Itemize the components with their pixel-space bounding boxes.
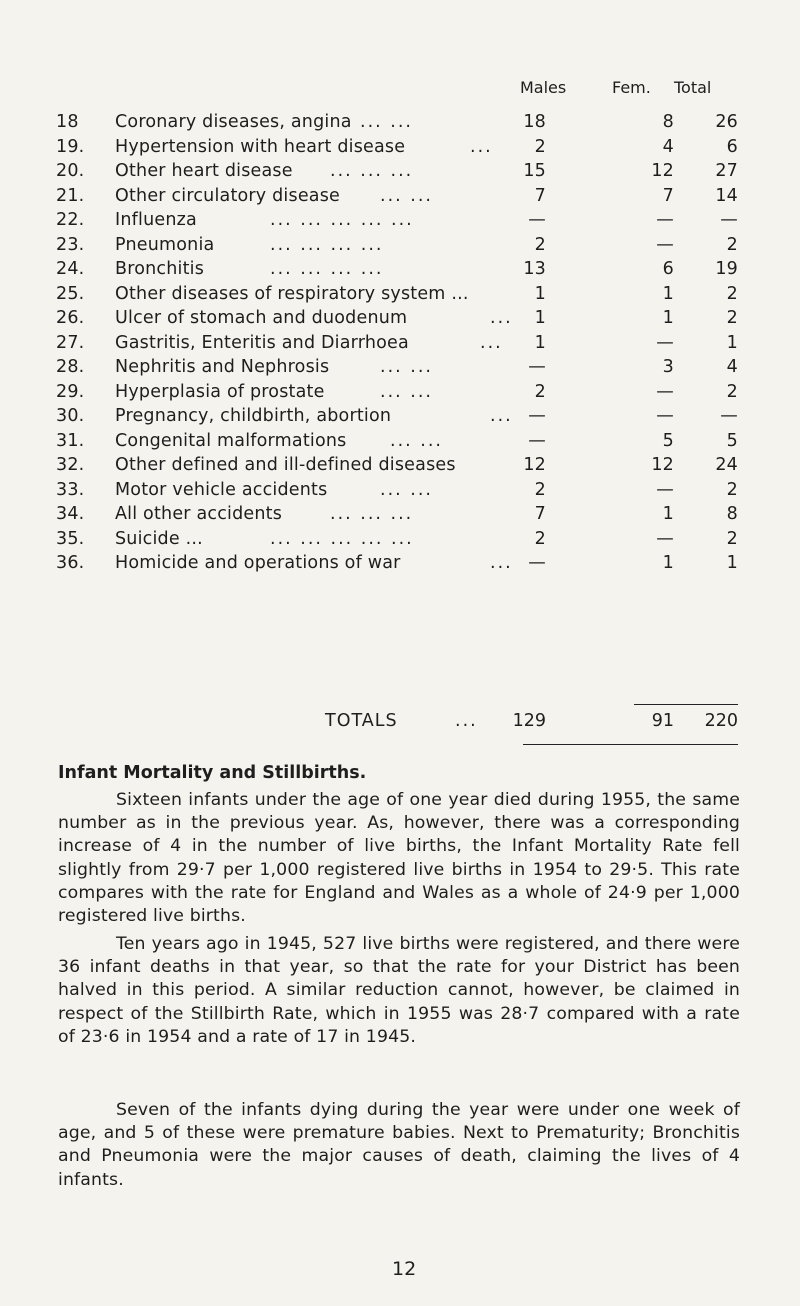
- row-leader-dots: ...: [470, 136, 493, 157]
- row-label: Homicide and operations of war: [115, 553, 401, 573]
- row-label: Other heart disease: [115, 161, 293, 181]
- row-females: —: [656, 332, 674, 353]
- row-label: Ulcer of stomach and duodenum: [115, 308, 408, 328]
- row-label: Other circulatory disease: [115, 185, 340, 206]
- row-leader-dots: ... ... ... ... ...: [270, 528, 414, 549]
- row-males: 1: [534, 308, 546, 328]
- row-leader-dots: ... ...: [380, 185, 433, 206]
- paragraph-2: Ten years ago in 1945, 527 live births were registered, and there were 36 infant deaths in that year, so that the rate for your District has been halved in this period. A similar reduction cannot, however, be claimed in respect of the Stillbirth Rate, which in 1955 was 28·7 compared with a rate of 23·6 in 1954 and a rate of 17 in 1945.: [58, 934, 740, 1047]
- table-row: [0, 380, 800, 405]
- row-males: —: [528, 553, 546, 573]
- row-males: 13: [523, 259, 546, 279]
- row-leader-dots: ...: [490, 406, 513, 426]
- totals-label: TOTALS: [325, 711, 398, 731]
- header-females: Fem.: [612, 78, 651, 97]
- row-total: 2: [726, 308, 738, 328]
- row-males: 2: [534, 234, 546, 255]
- row-number: 33.: [56, 479, 85, 500]
- row-number: 34.: [56, 504, 85, 524]
- row-total: 19: [715, 259, 738, 279]
- row-leader-dots: ... ...: [380, 357, 433, 377]
- table-row: [0, 306, 800, 331]
- row-males: 1: [534, 283, 546, 304]
- row-total: 6: [726, 136, 738, 157]
- row-label: Influenza: [115, 210, 197, 230]
- row-males: 15: [523, 161, 546, 181]
- table-row: [0, 355, 800, 380]
- row-males: —: [528, 210, 546, 230]
- row-leader-dots: ... ...: [380, 479, 433, 500]
- header-males: Males: [520, 78, 567, 97]
- row-leader-dots: ... ...: [360, 112, 413, 132]
- section-title: Infant Mortality and Stillbirths.: [58, 763, 367, 783]
- row-total: 2: [726, 479, 738, 500]
- row-males: —: [528, 357, 546, 377]
- totals-rule-bottom: [523, 744, 738, 745]
- row-number: 35.: [56, 528, 85, 549]
- row-leader-dots: ... ...: [380, 381, 433, 402]
- row-label: Hyperplasia of prostate: [115, 381, 325, 402]
- row-females: 4: [662, 136, 674, 157]
- row-label: Bronchitis: [115, 259, 205, 279]
- row-females: 5: [662, 430, 674, 451]
- table-row: [0, 110, 800, 135]
- row-total: 5: [726, 430, 738, 451]
- row-females: —: [656, 479, 674, 500]
- row-females: —: [656, 234, 674, 255]
- row-leader-dots: ...: [480, 332, 503, 353]
- row-males: 18: [523, 112, 546, 132]
- row-number: 25.: [56, 283, 85, 304]
- row-males: 2: [534, 528, 546, 549]
- row-number: 23.: [56, 234, 85, 255]
- causes-of-death-table: [0, 110, 800, 576]
- row-total: —: [720, 406, 738, 426]
- row-females: 6: [662, 259, 674, 279]
- row-females: —: [656, 210, 674, 230]
- totals-females: 91: [651, 711, 674, 731]
- row-number: 18: [56, 112, 79, 132]
- row-males: 2: [534, 136, 546, 157]
- row-label: All other accidents: [115, 504, 283, 524]
- row-label: Nephritis and Nephrosis: [115, 357, 330, 377]
- row-females: 8: [662, 112, 674, 132]
- header-total: Total: [674, 78, 712, 97]
- row-males: 2: [534, 479, 546, 500]
- row-leader-dots: ... ... ...: [330, 161, 414, 181]
- table-row: [0, 282, 800, 307]
- row-label: Motor vehicle accidents: [115, 479, 328, 500]
- row-females: 1: [662, 283, 674, 304]
- row-females: 7: [662, 185, 674, 206]
- row-females: 1: [662, 504, 674, 524]
- row-number: 19.: [56, 136, 85, 157]
- row-number: 28.: [56, 357, 85, 377]
- paragraph-3: Seven of the infants dying during the year were under one week of age, and 5 of these were premature babies. Next to Prematurity; Bronchitis and Pneumonia were the major causes of death, claiming the lives of 4 infants.: [58, 1100, 740, 1190]
- row-males: —: [528, 406, 546, 426]
- row-females: —: [656, 406, 674, 426]
- row-females: 1: [662, 553, 674, 573]
- table-row: [0, 478, 800, 503]
- row-total: 8: [726, 504, 738, 524]
- row-total: 2: [726, 528, 738, 549]
- row-label: Suicide ...: [115, 528, 203, 549]
- row-number: 31.: [56, 430, 85, 451]
- row-males: 12: [523, 455, 546, 475]
- row-number: 29.: [56, 381, 85, 402]
- table-row: [0, 208, 800, 233]
- row-males: 1: [534, 332, 546, 353]
- row-total: 14: [715, 185, 738, 206]
- row-females: —: [656, 381, 674, 402]
- row-total: 24: [715, 455, 738, 475]
- row-number: 30.: [56, 406, 85, 426]
- row-males: 2: [534, 381, 546, 402]
- table-row: [0, 331, 800, 356]
- table-row: [0, 135, 800, 160]
- row-total: 4: [726, 357, 738, 377]
- row-leader-dots: ... ... ... ... ...: [270, 210, 414, 230]
- row-leader-dots: ... ... ... ...: [270, 259, 384, 279]
- row-females: 12: [651, 455, 674, 475]
- row-leader-dots: ...: [490, 553, 513, 573]
- row-total: —: [720, 210, 738, 230]
- totals-rule-top: [634, 704, 738, 705]
- row-label: Other diseases of respiratory system ...: [115, 283, 469, 304]
- row-number: 20.: [56, 161, 85, 181]
- row-males: 7: [534, 504, 546, 524]
- table-row: [0, 233, 800, 258]
- table-row: [0, 551, 800, 576]
- row-males: 7: [534, 185, 546, 206]
- totals-row: [0, 708, 800, 734]
- row-label: Congenital malformations: [115, 430, 347, 451]
- row-label: Gastritis, Enteritis and Diarrhoea: [115, 332, 409, 353]
- table-row: [0, 453, 800, 478]
- table-row: [0, 429, 800, 454]
- table-row: [0, 502, 800, 527]
- row-females: —: [656, 528, 674, 549]
- row-total: 1: [726, 553, 738, 573]
- row-females: 1: [662, 308, 674, 328]
- table-row: [0, 404, 800, 429]
- row-number: 22.: [56, 210, 85, 230]
- row-number: 26.: [56, 308, 85, 328]
- table-row: [0, 527, 800, 552]
- row-leader-dots: ...: [490, 308, 513, 328]
- row-total: 2: [726, 234, 738, 255]
- row-males: —: [528, 430, 546, 451]
- table-row: [0, 257, 800, 282]
- row-number: 36.: [56, 553, 85, 573]
- row-number: 27.: [56, 332, 85, 353]
- row-label: Pregnancy, childbirth, abortion: [115, 406, 392, 426]
- row-leader-dots: ... ...: [390, 430, 443, 451]
- totals-total: 220: [704, 711, 738, 731]
- row-number: 24.: [56, 259, 85, 279]
- column-headers: [520, 78, 780, 102]
- row-total: 27: [715, 161, 738, 181]
- row-leader-dots: ... ... ...: [330, 504, 414, 524]
- row-label: Other defined and ill-defined diseases: [115, 455, 456, 475]
- row-number: 21.: [56, 185, 85, 206]
- totals-dots: ...: [455, 711, 478, 731]
- row-total: 1: [726, 332, 738, 353]
- table-row: [0, 159, 800, 184]
- totals-males: 129: [512, 711, 546, 731]
- paragraph-1: Sixteen infants under the age of one year died during 1955, the same number as in the previous year. As, however, there was a corresponding increase of 4 in the number of live births, the Infant Mortality Rate fell slightly from 29·7 per 1,000 registered live births in 1954 to 29·5. This rate compares with the rate for England and Wales as a whole of 24·9 per 1,000 registered live births.: [58, 790, 740, 927]
- row-label: Coronary diseases, angina: [115, 112, 352, 132]
- row-number: 32.: [56, 455, 85, 475]
- row-label: Pneumonia: [115, 234, 215, 255]
- row-females: 3: [662, 357, 674, 377]
- page-number: 12: [392, 1258, 417, 1280]
- row-leader-dots: ... ... ... ...: [270, 234, 384, 255]
- row-total: 2: [726, 283, 738, 304]
- table-row: [0, 184, 800, 209]
- row-label: Hypertension with heart disease: [115, 136, 406, 157]
- row-total: 26: [715, 112, 738, 132]
- row-females: 12: [651, 161, 674, 181]
- row-total: 2: [726, 381, 738, 402]
